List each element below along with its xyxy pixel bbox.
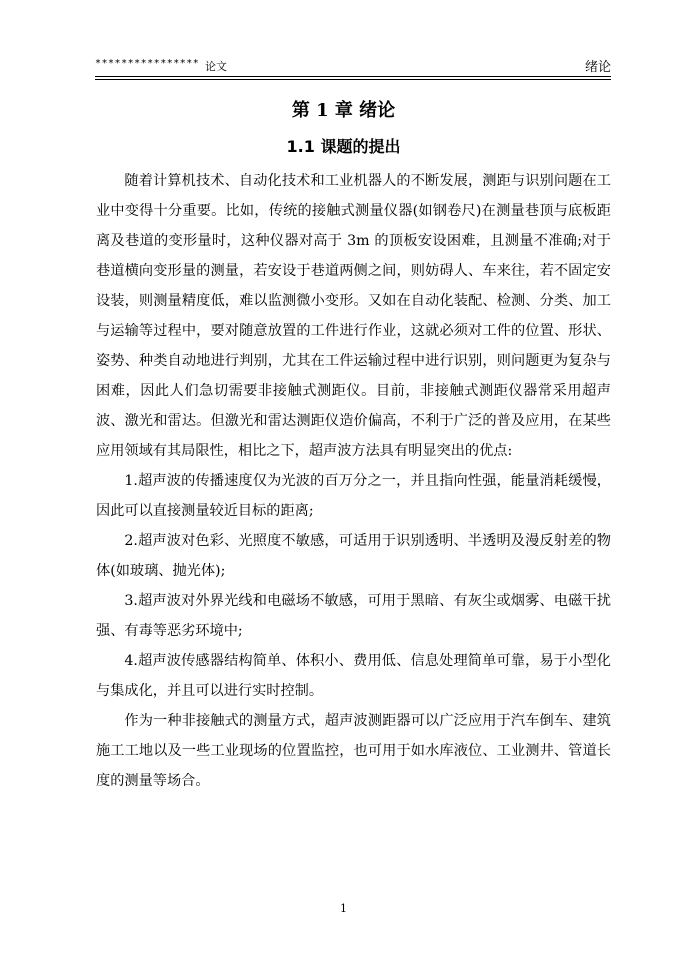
section-title: 1.1 课题的提出 xyxy=(286,137,401,156)
paragraph-conclusion: 作为一种非接触式的测量方式，超声波测距器可以广泛应用于汽车倒车、建筑施工工地以及一些工业现场的位置监控，也可用于如水库液位、工业测井、管道长度的测量等场合。 xyxy=(96,713,611,789)
paragraph-point-4: 4.超声波传感器结构简单、体积小、费用低、信息处理简单可靠，易于小型化与集成化，并且可以进行实时控制。 xyxy=(96,653,611,699)
paragraph-point-3: 3.超声波对外界光线和电磁场不敏感，可用于黑暗、有灰尘或烟雾、电磁干扰强、有毒等恶劣环境中; xyxy=(96,593,611,639)
chapter-title: 第 1 章 绪论 xyxy=(291,100,396,121)
page-header xyxy=(95,56,611,77)
body-text xyxy=(96,166,611,796)
header-stars: **************** xyxy=(95,58,200,69)
paragraph-point-2: 2.超声波对色彩、光照度不敏感，可适用于识别透明、半透明及漫反射差的物体(如玻璃、抛光体); xyxy=(96,533,611,579)
paragraph-point-1: 1.超声波的传播速度仅为光波的百万分之一，并且指向性强，能量消耗缓慢，因此可以直接测量较近目标的距离; xyxy=(96,473,611,519)
paragraph-intro: 随着计算机技术、自动化技术和工业机器人的不断发展，测距与识别问题在工业中变得十分重要。比如，传统的接触式测量仪器(如钢卷尺)在测量巷顶与底板距离及巷道的变形量时，这种仪器对高于 3m 的顶板安设困难，且测量不准确;对于巷道横向变形量的测量，若安设于巷道两侧之间，则妨碍人、车来往，若不固定安设装，则测量精度低，难以监测微小变形。又如在自动化装配、检测、分类、加工与运输等过程中，要对随意放置的工件进行作业，这就必须对工件的位置、形状、姿势、种类自动地进行判别，尤其在工件运输过程中进行识别，则问题更为复杂与困难，因此人们急切需要非接触式测距仪。目前，非接触式测距仪器常采用超声波、激光和雷达。但激光和雷达测距仪造价偏高，不利于广泛的普及应用，在某些应用领域有其局限性，相比之下，超声波方法具有明显突出的优点: xyxy=(96,173,611,459)
header-chapter-name: 绪论 xyxy=(584,60,611,75)
header-label: 论文 xyxy=(205,60,227,73)
header-divider xyxy=(95,79,611,80)
page-number: 1 xyxy=(340,902,347,915)
